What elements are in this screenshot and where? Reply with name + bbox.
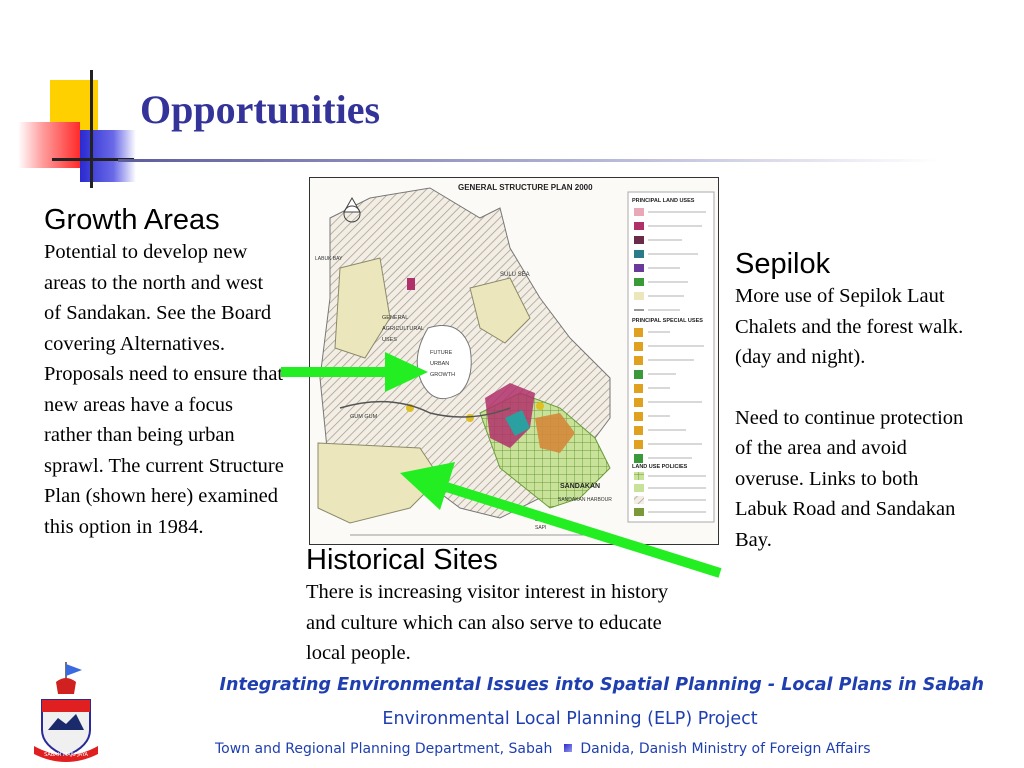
growth-areas-heading: Growth Areas	[44, 204, 220, 236]
growth-areas-body: Potential to develop new areas to the north and west of Sandakan. See the Board covering Alternatives. Proposals need to ensure that new areas have a focus rather than being urban sprawl. The current Structure Plan (shown here) examined this option in 1984.	[44, 241, 284, 538]
map-label-future: FUTURE	[430, 350, 453, 356]
map-label-sapi: SAPI	[535, 525, 547, 531]
footer-bullet-icon	[564, 744, 572, 752]
legend-land-use-policies: LAND USE POLICIES	[632, 464, 688, 470]
sepilok-heading: Sepilok	[735, 248, 831, 280]
map-label-uses: USES	[382, 337, 397, 343]
footer-line-2: Environmental Local Planning (ELP) Project	[382, 709, 758, 729]
map-label-agricultural: AGRICULTURAL	[382, 326, 425, 332]
footer-danida: Danida, Danish Ministry of Foreign Affairs	[580, 741, 871, 757]
map-label-gum-gum: GUM GUM	[350, 414, 378, 420]
map-label-urban: URBAN	[430, 361, 450, 367]
crest-motto: SABAH MAJU JAYA	[44, 752, 88, 758]
map-label-sulu-sea: SULU SEA	[500, 272, 530, 278]
footer-line-1	[0, 675, 1024, 695]
footer-line-3-text	[215, 741, 871, 757]
sepilok-block	[735, 248, 965, 555]
footer-department: Town and Regional Planning Department, Sabah	[215, 741, 553, 757]
historical-sites-block	[306, 544, 696, 669]
footer-title: Integrating Environmental Issues into Spatial Planning - Local Plans in Sabah	[219, 675, 984, 695]
historical-sites-body: There is increasing visitor interest in history and culture which can also serve to educate local people.	[306, 581, 669, 664]
legend-principal-special-uses: PRINCIPAL SPECIAL USES	[632, 318, 703, 324]
historical-sites-heading: Historical Sites	[306, 544, 498, 576]
sepilok-para-2: Need to continue protection of the area and avoid overuse. Links to both Labuk Road and Sandakan Bay.	[735, 406, 964, 551]
arrow-to-growth-area	[281, 352, 428, 392]
map-label-sandakan: SANDAKAN	[560, 483, 601, 490]
map-label-growth: GROWTH	[430, 372, 456, 378]
map-label-general: GENERAL	[382, 315, 409, 321]
map-label-sandakan-harbour: SANDAKAN HARBOUR	[558, 497, 612, 503]
map-label-labuk-bay: LABUK BAY	[315, 256, 343, 262]
slide-title: Opportunities	[140, 87, 381, 132]
map-title: GENERAL STRUCTURE PLAN 2000	[458, 183, 593, 192]
legend-principal-land-uses: PRINCIPAL LAND USES	[632, 198, 695, 204]
sepilok-para-1: More use of Sepilok Laut Chalets and the forest walk.(day and night).	[735, 285, 964, 368]
